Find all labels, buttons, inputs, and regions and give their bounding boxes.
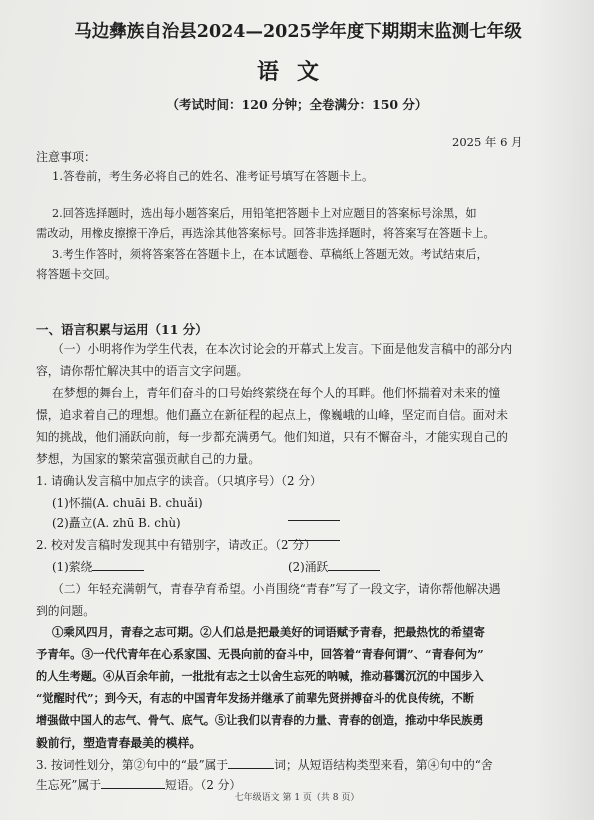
answer-blank[interactable] (328, 570, 380, 571)
passage-line: 在梦想的舞台上，青年们奋斗的口号始终萦绕在每个人的耳畔。他们怀揣着对未来的憧 (52, 386, 501, 400)
passage-line: 知的挑战，他们涌跃向前，每一步都充满勇气。他们知道，只有不懈奋斗，才能实现自己的 (36, 430, 508, 444)
page-footer: 七年级语文 第 1 页（共 8 页） (234, 793, 360, 803)
answer-blank[interactable] (92, 570, 144, 571)
passage-line: 予青年。③一代代青年在心系家国、无畏向前的奋斗中，回答着“青春何谓”、“青春何为” (36, 647, 484, 661)
exam-title: 马边彝族自治县2024—2025学年度下期期末监测七年级 (74, 22, 522, 42)
question-1: 1. 请确认发言稿中加点字的读音。（只填序号）（2 分） (36, 474, 322, 488)
note-line: 需改动，用橡皮擦擦干净后，再选涂其他答案标号。回答非选择题时，将答案写在答题卡上。 (36, 227, 495, 240)
passage-line: 增强做中国人的志气、骨气、底气。⑤让我们以青春的力量、青春的创造，推动中华民族勇 (36, 713, 484, 727)
answer-blank[interactable] (288, 506, 340, 525)
passage-line: ①乘风四月，青春之志可期。②人们总是把最美好的词语赋予青春，把最热忱的希望寄 (52, 625, 485, 639)
part-intro: 容，请你帮忙解决其中的语言文字问题。 (36, 364, 249, 378)
paper-shadow (534, 0, 594, 820)
answer-blank[interactable] (101, 788, 165, 789)
passage-line: “觉醒时代”；到今天，有志的中国青年发扬并继承了前辈先贤拼搏奋斗的优良传统，不断 (36, 691, 474, 705)
exam-info: （考试时间：120 分钟；全卷满分：150 分） (166, 97, 428, 112)
subject-title: 语文 (256, 59, 337, 85)
question-3-cont: 生忘死”属于 短语。（2 分） (36, 778, 242, 792)
note-line: 2.回答选择题时，选出每小题答案后，用铅笔把答题卡上对应题目的答案标号涂黑，如 (52, 207, 477, 220)
passage-line: 梦想，为国家的繁荣富强贡献自己的力量。 (36, 452, 261, 466)
part-intro: （二）年轻充满朝气，青春孕育希望。小肖围绕“青春”写了一段文字，请你帮他解决遇 (52, 582, 501, 596)
question-3: 3. 按词性划分，第②句中的“最”属于 词；从短语结构类型来看，第④句中的“舍 (36, 758, 493, 772)
question-2: 2. 校对发言稿时发现其中有错别字，请改正。（2 分） (36, 538, 316, 552)
q2-item-1: (1)萦绕 (52, 558, 144, 575)
note-line: 将答题卡交回。 (36, 267, 117, 281)
part-intro: （一）小明将作为学生代表，在本次讨论会的开幕式上发言。下面是他发言稿中的部分内 (52, 342, 513, 356)
answer-blank[interactable] (228, 768, 274, 769)
q2-item-2: (2)涌跃 (288, 558, 380, 575)
q1-item-2: (2)矗立(A. zhū B. chù) (52, 516, 181, 530)
passage-line: 毅前行，塑造青春最美的模样。 (36, 736, 202, 750)
notes-heading: 注意事项： (36, 150, 97, 164)
section-heading: 一、语言积累与运用（11 分） (36, 322, 208, 337)
note-line: 3.考生作答时，须将答案答在答题卡上，在本试题卷、草稿纸上答题无效。考试结束后， (52, 248, 488, 261)
passage-line: 的人生考题。④从百余年前，一批批有志之士以舍生忘死的呐喊，推动暮霭沉沉的中国步入 (36, 669, 484, 683)
passage-line: 憬，追求着自己的理想。他们矗立在新征程的起点上，像巍峨的山峰，坚定而自信。面对未 (36, 408, 508, 422)
q1-item-1: (1)怀揣(A. chuāi B. chuǎi) (52, 496, 203, 510)
exam-date: 2025 年 6 月 (452, 135, 523, 149)
part-intro: 到的问题。 (36, 604, 95, 618)
note-line: 1.答卷前，考生务必将自己的姓名、准考证号填写在答题卡上。 (52, 169, 374, 183)
